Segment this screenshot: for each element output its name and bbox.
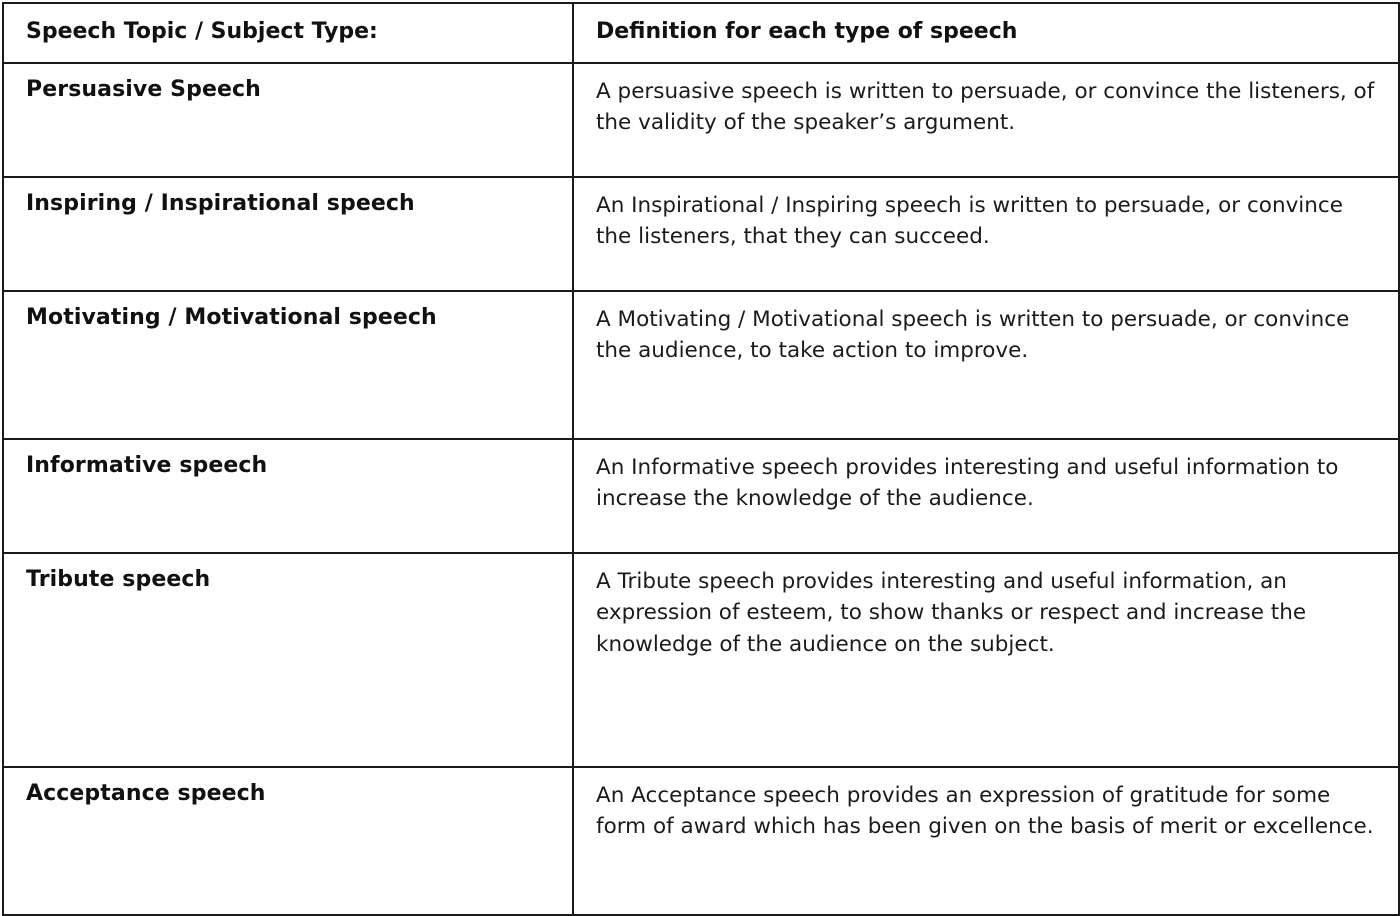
speech-topic: Motivating / Motivational speech — [3, 291, 573, 439]
column-header-topic: Speech Topic / Subject Type: — [3, 3, 573, 63]
column-header-definition: Definition for each type of speech — [573, 3, 1399, 63]
speech-topic: Informative speech — [3, 439, 573, 553]
table-header-row — [3, 3, 1399, 63]
document-page — [0, 2, 1400, 840]
speech-definition: An Informative speech provides interesting and useful information to increase the knowledge of the audience. — [573, 439, 1399, 553]
table-row — [3, 291, 1399, 439]
speech-definition: A persuasive speech is written to persuade, or convince the listeners, of the validity of the speaker’s argument. — [573, 63, 1399, 177]
table-row — [3, 439, 1399, 553]
speech-types-table — [2, 2, 1400, 916]
speech-definition: An Inspirational / Inspiring speech is written to persuade, or convince the listeners, that they can succeed. — [573, 177, 1399, 291]
table-header — [3, 3, 1399, 63]
table-row — [3, 767, 1399, 915]
table-row — [3, 553, 1399, 767]
speech-topic: Inspiring / Inspirational speech — [3, 177, 573, 291]
speech-topic: Acceptance speech — [3, 767, 573, 915]
table-row — [3, 177, 1399, 291]
speech-topic: Tribute speech — [3, 553, 573, 767]
table-row — [3, 63, 1399, 177]
table-body — [3, 63, 1399, 915]
speech-definition: A Tribute speech provides interesting and useful information, an expression of esteem, to show thanks or respect and increase the knowledge of the audience on the subject. — [573, 553, 1399, 767]
speech-definition: A Motivating / Motivational speech is written to persuade, or convince the audience, to take action to improve. — [573, 291, 1399, 439]
speech-topic: Persuasive Speech — [3, 63, 573, 177]
speech-definition: An Acceptance speech provides an expression of gratitude for some form of award which has been given on the basis of merit or excellence. — [573, 767, 1399, 915]
